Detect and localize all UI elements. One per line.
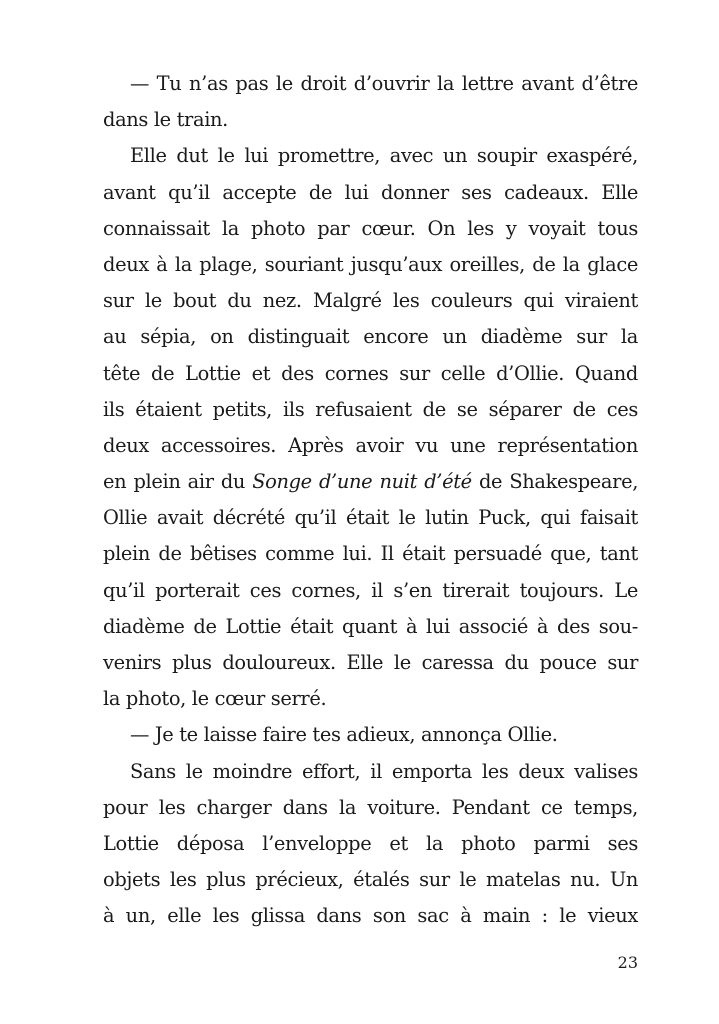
book-title: Songe d’une nuit d’été xyxy=(252,470,472,494)
text-line: sur le bout du nez. Malgré les couleurs qui viraient xyxy=(103,289,638,313)
text-line: la photo, le cœur serré. xyxy=(103,687,327,711)
text-line: Ollie avait décrété qu’il était le lutin Puck, qui faisait xyxy=(103,506,638,530)
text-line: Sans le moindre effort, il emporta les deux valises xyxy=(130,759,638,783)
page-text xyxy=(103,66,638,935)
text-line: à un, elle les glissa dans son sac à main : le vieux xyxy=(103,904,638,928)
text-line: objets les plus précieux, étalés sur le matelas nu. Un xyxy=(103,868,638,892)
text-line: avant qu’il accepte de lui donner ses cadeaux. Elle xyxy=(103,180,638,204)
text-segment: de Shakespeare, xyxy=(471,470,639,494)
text-line: Elle dut le lui promettre, avec un soupir exaspéré, xyxy=(130,144,638,168)
text-line: deux accessoires. Après avoir vu une représentation xyxy=(103,433,638,457)
text-line: deux à la plage, souriant jusqu’aux oreilles, de la glace xyxy=(103,252,638,276)
text-line: dans le train. xyxy=(103,108,228,132)
text-line: pour les charger dans la voiture. Pendant ce temps, xyxy=(103,795,638,819)
page-number: 23 xyxy=(617,953,638,972)
text-line: venirs plus douloureux. Elle le caressa du pouce sur xyxy=(103,651,638,674)
text-line: Lottie déposa l’enveloppe et la photo parmi ses xyxy=(103,831,638,855)
text-line: ils étaient petits, ils refusaient de se séparer de ces xyxy=(103,397,638,421)
text-segment: en plein air du xyxy=(103,470,253,494)
text-line: diadème de Lottie était quant à lui associé à des sou- xyxy=(103,614,638,638)
text-line: au sépia, on distinguait encore un diadème sur la xyxy=(103,325,638,349)
text-line: plein de bêtises comme lui. Il était persuadé que, tant xyxy=(103,542,638,566)
text-line: connaissait la photo par cœur. On les y voyait tous xyxy=(103,216,638,240)
text-line: — Tu n’as pas le droit d’ouvrir la lettre avant d’être xyxy=(130,72,638,95)
text-line: — Je te laisse faire tes adieux, annonça Ollie. xyxy=(130,723,558,747)
text-line xyxy=(103,464,638,500)
text-line: tête de Lottie et des cornes sur celle d’Ollie. Quand xyxy=(103,361,638,385)
text-line: qu’il porterait ces cornes, il s’en tirerait toujours. Le xyxy=(103,578,638,602)
